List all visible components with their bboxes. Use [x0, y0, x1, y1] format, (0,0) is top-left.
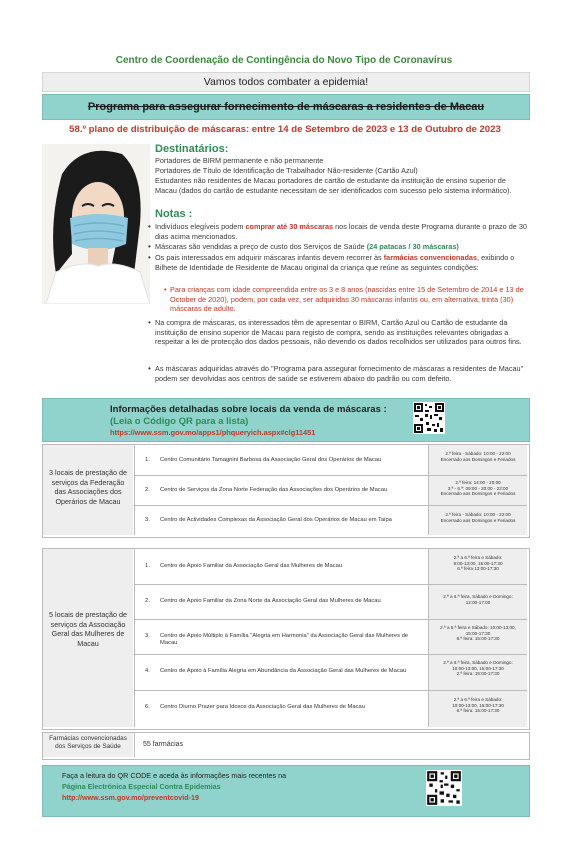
header-title: Centro de Coordenação de Contingência do Novo Tipo de Coronavírus [115, 55, 453, 66]
location-hours: 2.ª feira - Sábado: 10:00 - 22:00 Encerrado aos Domingos e Feriados [440, 451, 516, 462]
location-hours: 2.ª a 6.ª feira e Sábado: 10:00-13:00, 15:00-17:30 6.ª feira: 15:00-17:30 [452, 697, 504, 714]
footer-url[interactable]: http://www.ssm.gov.mo/preventcovid-19 [62, 793, 199, 802]
row-number: 4. [145, 668, 150, 674]
pharmacies-count: 55 farmácias [143, 741, 184, 748]
note-item: • Os pais interessados em adquirir máscaras infantis devem recorrer às farmácias convencionadas, exibindo o Bilhete de Identidade de Residente de Macau original da criança que reúne as seguintes condições: [155, 253, 528, 272]
destinatarios-line: Portadores de Título de Identificação de Trabalhador Não-residente (Cartão Azul) [155, 166, 418, 175]
slogan-bar: Vamos todos combater a epidemia! [42, 72, 530, 92]
location-name: Centro Comunitário Tamagnini Barbosa da Associação Geral dos Operários de Macau [160, 457, 382, 463]
info-subheading: (Leia o Código QR para a lista) [110, 416, 249, 427]
row-number: 2. [145, 598, 150, 604]
location-name: Centro de Actividades Complexas da Associação Geral dos Operários de Macau em Taipa [160, 517, 392, 523]
programme-bar: Programa para assegurar fornecimento de máscaras a residentes de Macau [42, 94, 530, 120]
location-name: Centro de Serviços da Zona Norte Federação das Associações dos Operários de Macau [160, 487, 388, 493]
note-item: • Na compra de máscaras, os interessados têm de apresentar o BIRM, Cartão Azul ou Cartão de estudante da instituição de ensino superior de Macau para registo de compra, sendo as instituições relevantes obrigadas a respeitar a lei de protecção dos dados pessoais, não devendo os dados recolhidos ser utilizados para outros fins. [155, 318, 528, 347]
note-subitem: • Para crianças com idade compreendida entre os 3 e 8 anos (nascidas entre 15 de Setembro de 2014 e 13 de October de 2020), podem, por cada vez, ser adquiridas 30 máscaras infantis ou, em alternativa, trinta (30) máscaras de adulto. [170, 285, 528, 314]
info-heading: Informações detalhadas sobre locais da venda de máscaras : [110, 404, 387, 415]
destinatarios-heading: Destinatários: [155, 143, 229, 155]
plan-title: 58.º plano de distribuição de máscaras: entre 14 de Setembro de 2023 e 13 de Outubro de 2023 [69, 124, 501, 135]
destinatarios-line: Portadores de BIRM permanente e não permanente [155, 156, 324, 165]
footer-qr-code-icon[interactable] [426, 770, 462, 806]
note-item: • Máscaras são vendidas a preço de custo dos Serviços de Saúde (24 patacas / 30 máscaras) [155, 242, 528, 252]
location-hours: 2.ª feira: 14:00 - 20:00 3.ª - 6.ª: 09:00 - 20:00 - 22:00 Encerrado aos Domingos e Feriados [440, 480, 516, 497]
masked-person-photo [42, 144, 150, 304]
qr-code-icon[interactable] [413, 402, 445, 434]
destinatarios-line: Estudantes não residentes de Macau portadores de cartão de estudante da instituição de ensino superior de Macau (dados do cartão de estudante necessitam de ser identificados com sucesso pelo sistema informático). [155, 176, 512, 195]
location-hours: 2.ª a 6.ª feira, Sábado e Domingo: 10:00-13:00, 15:00-17:30 2.ª feira: 15:00-17:30 [443, 660, 513, 677]
pharmacies-label: Farmácias convencionadas dos Serviços de Saúde [49, 735, 127, 750]
footer-page-name: Página Electrónica Especial Contra Epidemias [62, 782, 221, 791]
row-number: 3. [145, 633, 150, 639]
note-item: • As máscaras adquiridas através do "Programa para assegurar fornecimento de máscaras a residentes de Macau" podem ser devolvidas aos centros de saúde se estiverem abaixo do padrão ou com defeito. [155, 364, 528, 383]
location-name: Centro de Apoio à Família Alegria em Abundância da Associação Geral das Mulheres de Macau [160, 668, 407, 674]
location-hours: 2.ª a 5.ª feira e Sábado: 10:00-13:00, 15:00-17:30 6.ª feira: 15:00-17:30 [440, 625, 516, 642]
row-number: 2. [145, 487, 150, 493]
row-number: 6. [145, 704, 150, 710]
women-label: 5 locais de prestação de serviços da Associação Geral das Mulheres de Macau [49, 610, 127, 648]
location-name: Centro Diurno Prazer para Idosos da Associação Geral das Mulheres de Macau [160, 704, 365, 710]
row-number: 1. [145, 457, 150, 463]
info-url[interactable]: https://www.ssm.gov.mo/apps1/phqueryich.aspx#clg11451 [110, 428, 316, 437]
location-name: Centro de Apoio Familiar da Associação Geral das Mulheres de Macau [160, 563, 343, 569]
row-number: 1. [145, 563, 150, 569]
federation-label: 3 locais de prestação de serviços da Federação das Associações dos Operários de Macau [49, 468, 127, 506]
notas-heading: Notas : [155, 208, 193, 220]
footer-line: Faça a leitura do QR CODE e aceda às informações mais recentes na [62, 771, 287, 780]
location-name: Centro de Apoio Múltiplo à Família "Alegria em Harmonia" da Associação Geral das Mulheres de Macau [160, 633, 409, 647]
row-number: 3. [145, 517, 150, 523]
note-item: • Indivíduos elegíveis podem comprar até 30 máscaras nos locais de venda deste Programa durante o prazo de 30 dias acima mencionados. [155, 222, 528, 241]
location-hours: 2.ª a 6.ª feira e Sábado: 9:00-13:00, 15:00-17:30 6.ª feira 13:00-17:30 [453, 555, 503, 572]
location-hours: 2.ª a 6.ª feira, Sábado e Domingo: 12:00-17:00 [443, 594, 513, 605]
location-name: Centro de Apoio Familiar da Zona Norte da Associação Geral das Mulheres de Macau [160, 598, 381, 604]
location-hours: 2.ª feira - Sábado: 10:00 - 22:00 Encerrado aos Domingos e Feriados [440, 512, 516, 523]
